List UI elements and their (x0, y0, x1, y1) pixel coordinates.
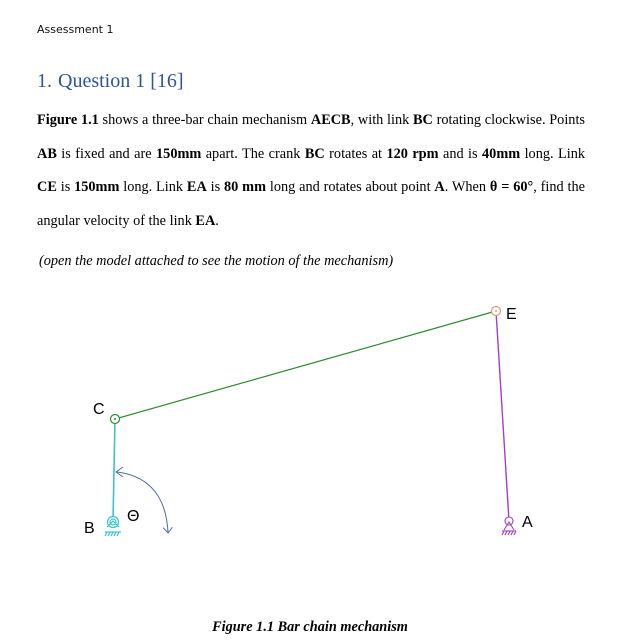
paragraph-run: rotates at (324, 145, 387, 162)
paragraph-run: long and rotates about point (266, 179, 435, 196)
paragraph-bold-run: AECB (310, 112, 351, 128)
paragraph-bold-run: BC (304, 145, 325, 162)
heading-title: Question 1 [16] (58, 70, 184, 92)
label-b: B (84, 520, 95, 537)
paragraph-run: is fixed and are (56, 145, 157, 162)
paragraph-bold-run: Figure 1.1 (37, 112, 99, 128)
paragraph-bold-run: AB (37, 145, 57, 162)
paragraph-bold-run: 120 rpm (386, 145, 439, 162)
paragraph-bold-run: EA (186, 179, 207, 196)
paragraph-run: . When (444, 179, 490, 196)
paragraph-bold-run: BC (413, 112, 433, 128)
paragraph-bold-run: 40mm (482, 145, 521, 162)
paragraph-run: shows a three-bar chain mechanism (98, 112, 311, 128)
paragraph-run: , find the angular velocity of the link (37, 179, 585, 229)
label-theta: Θ (127, 508, 140, 525)
paragraph-run: and is (438, 145, 483, 162)
heading-number: 1. (37, 70, 52, 92)
model-note: (open the model attached to see the motion of the mechanism) (39, 253, 394, 269)
paragraph-bold-run: 150mm (156, 145, 202, 162)
paragraph-run: apart. The crank (201, 145, 305, 162)
ground-support-b (105, 517, 121, 537)
page-header: Assessment 1 (37, 23, 114, 36)
paragraph-bold-run: θ = 60° (489, 179, 534, 196)
paragraph-run: rotating clockwise. Points (432, 112, 585, 128)
figure-caption: Figure 1.1 Bar chain mechanism (212, 619, 408, 635)
paragraph-run: long. Link (119, 179, 187, 196)
paragraph-run: . (215, 212, 219, 229)
paragraph-run: , with link (350, 112, 413, 128)
link-bc (113, 419, 115, 521)
label-a: A (522, 514, 533, 531)
link-ea (496, 311, 509, 521)
paragraph-bold-run: CE (37, 179, 57, 196)
paragraph-run: long. Link (520, 145, 585, 162)
joint-e-pin (495, 310, 497, 312)
paragraph-run: is (206, 179, 225, 196)
label-e: E (506, 306, 517, 323)
label-c: C (93, 401, 105, 418)
paragraph-bold-run: 80 mm (224, 179, 266, 196)
paragraph-bold-run: 150mm (74, 179, 120, 196)
joint-c-pin (114, 418, 116, 420)
paragraph-bold-run: A (434, 179, 445, 196)
paragraph-bold-run: EA (195, 212, 216, 229)
paragraph-run: is (56, 179, 75, 196)
ground-support-a (502, 517, 516, 535)
theta-arc (117, 472, 168, 532)
link-ce (115, 311, 496, 419)
